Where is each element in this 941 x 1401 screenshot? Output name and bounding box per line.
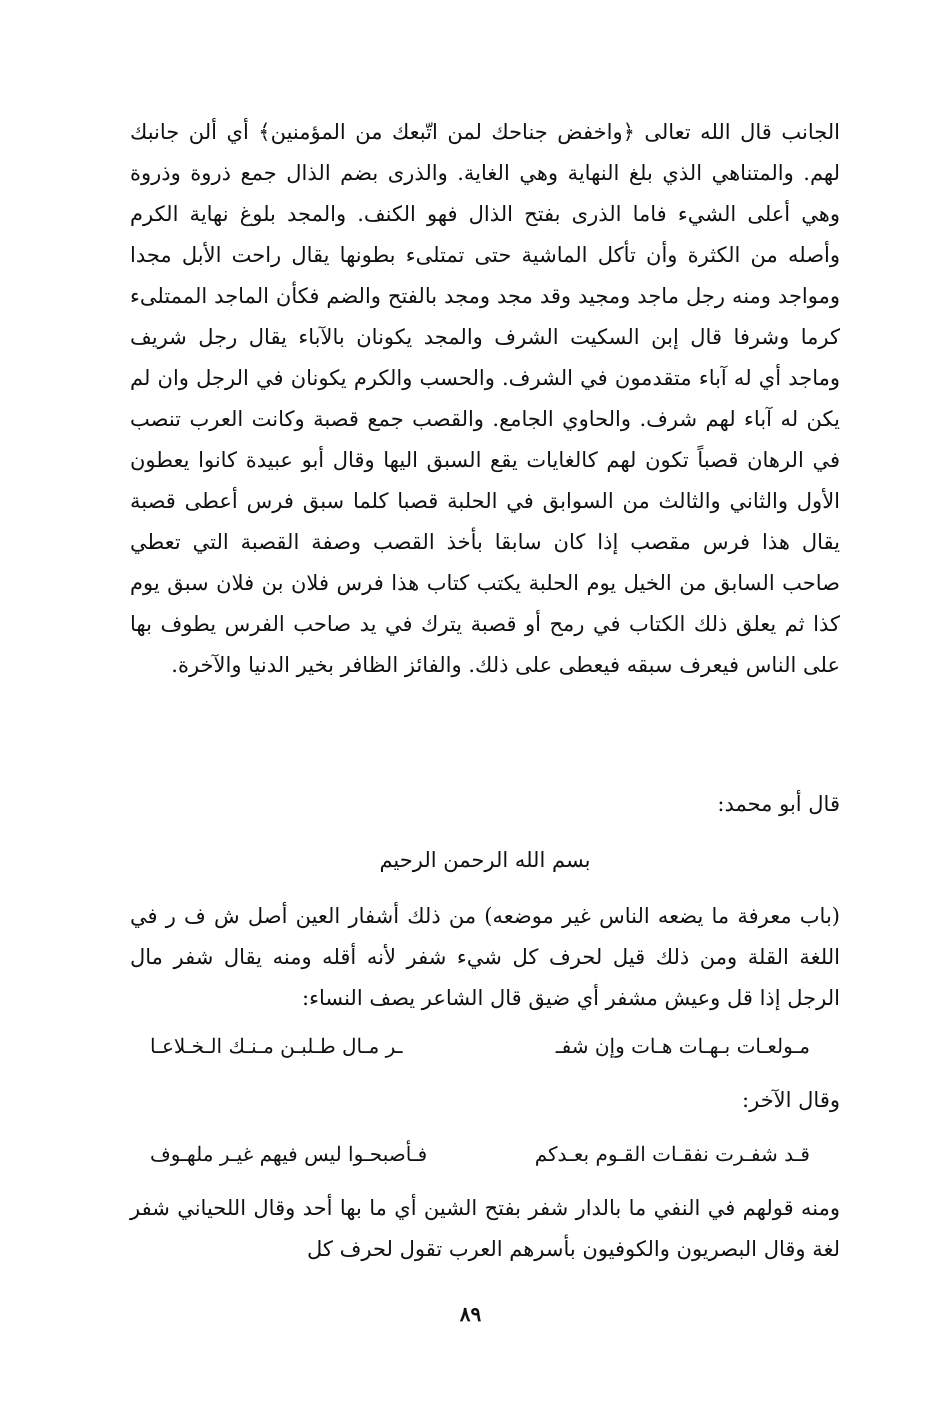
speaker-line-another: وقال الآخر: (742, 1088, 840, 1112)
verse-1-second-hemistich: ـر مـال طـلبـن مـنـك الـخـلاعـا (150, 1034, 403, 1058)
basmala-heading: بسم الله الرحمن الرحيم (379, 848, 591, 872)
poem-verse-1 (150, 1026, 810, 1067)
chapter-paragraph: (باب معرفة ما يضعه الناس غير موضعه) من ذلك أشفار العين أصل ش ف ر في اللغة القلة ومن ذلك قيل لحرف كل شيء شفر لأنه أقله ومنه يقال شفر مال الرجل إذا قل وعيش مشفر أي ضيق قال الشاعر يصف النساء: (130, 904, 840, 1010)
verse-1-first-hemistich: مـولعـات بـهـات هـات وإن شفـ (555, 1034, 810, 1058)
page-number: ٨٩ (459, 1302, 482, 1326)
speaker-line-abu-muhammad: قال أبو محمد: (717, 792, 840, 816)
verse-2-first-hemistich: قـد شفـرت نفقـات القـوم بعـدكم (534, 1142, 810, 1166)
closing-paragraph: ومنه قولهم في النفي ما بالدار شفر بفتح الشين أي ما بها أحد وقال اللحياني شفر لغة وقال البصريون والكوفيون بأسرهم العرب تقول لحرف كل (130, 1196, 840, 1261)
verse-2-second-hemistich: فـأصبحـوا ليس فيهم غيـر ملهـوف (150, 1142, 428, 1166)
poem-verse-2 (150, 1134, 810, 1175)
main-paragraph: الجانب قال الله تعالى ﴿واخفض جناحك لمن اتّبعك من المؤمنين﴾ أي ألن جانبك لهم. والمتناهي الذي بلغ النهاية وهي الغاية. والذرى بضم الذال جمع ذروة وذروة وهي أعلى الشيء فاما الذرى بفتح الذال فهو الكنف. والمجد بلوغ نهاية الكرم وأصله من الكثرة وأن تأكل الماشية حتى تمتلىء بطونها يقال راحت الأبل مجدا ومواجد ومنه رجل ماجد ومجيد وقد مجد ومجد بالفتح والضم فكأن الماجد الممتلىء كرما وشرفا قال إبن السكيت الشرف والمجد يكونان بالآباء يقال رجل شريف وماجد أي له آباء متقدمون في الشرف. والحسب والكرم يكونان في الرجل وان لم يكن له آباء لهم شرف. والحاوي الجامع. والقصب جمع قصبة وكانت العرب تنصب في الرهان قصباً تكون لهم كالغايات يقع السبق اليها وقال أبو عبيدة كانوا يعطون الأول والثاني والثالث من السوابق في الحلبة قصبا كلما سبق فرس أعطى قصبة يقال هذا فرس مقصب إذا كان سابقا بأخذ القصب وصفة القصبة التي تعطي صاحب السابق من الخيل يوم الحلبة يكتب كتاب هذا فرس فلان بن فلان سبق يوم كذا ثم يعلق ذلك الكتاب في رمح أو قصبة يترك في يد صاحب الفرس يطوف بها على الناس فيعرف سبقه فيعطى على ذلك. والفائز الظافر بخير الدنيا والآخرة. (130, 120, 840, 677)
